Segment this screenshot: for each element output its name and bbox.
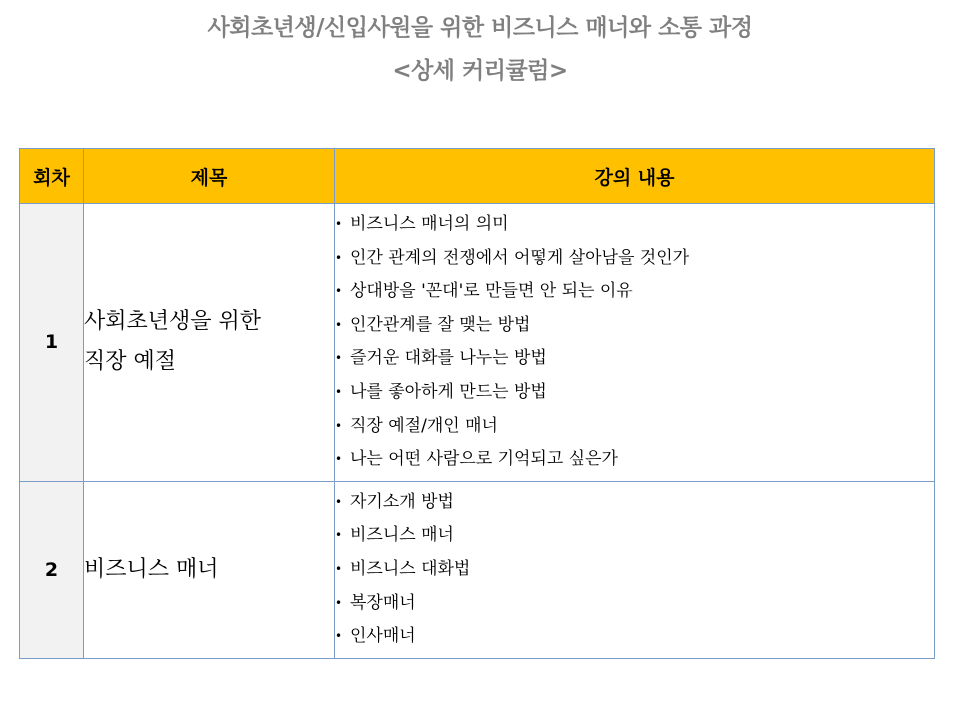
topic-text: 상대방을 '꼰대'로 만들면 안 되는 이유 xyxy=(350,281,633,302)
session-title xyxy=(84,481,335,658)
session-number: 1 xyxy=(20,204,84,482)
topic-text: 인간 관계의 전쟁에서 어떻게 살아남을 것인가 xyxy=(350,247,690,268)
topic-text: 비즈니스 매너 xyxy=(350,525,454,546)
session-content xyxy=(335,481,935,658)
topic-text: 인간관계를 잘 맺는 방법 xyxy=(350,314,531,335)
bullet: • xyxy=(335,629,343,644)
topic-list xyxy=(335,482,934,658)
topic-text: 비즈니스 대화법 xyxy=(350,558,471,579)
table-row xyxy=(20,204,935,482)
topic-text: 나는 어떤 사람으로 기억되고 싶은가 xyxy=(350,449,618,470)
list-item xyxy=(335,242,934,276)
session-number: 2 xyxy=(20,481,84,658)
topic-text: 비즈니스 매너의 의미 xyxy=(350,214,509,234)
column-header-title: 제목 xyxy=(84,149,335,204)
bullet: • xyxy=(335,217,343,231)
bullet: • xyxy=(335,528,343,543)
table-header-row xyxy=(20,149,935,204)
list-item xyxy=(335,208,934,242)
topic-text: 나를 좋아하게 만드는 방법 xyxy=(350,381,547,402)
bullet: • xyxy=(335,452,343,467)
column-header-content: 강의 내용 xyxy=(335,149,935,204)
page-subtitle: <상세 커리큘럼> xyxy=(392,58,568,84)
bullet: • xyxy=(335,351,343,366)
bullet: • xyxy=(335,494,343,509)
session-title xyxy=(84,204,335,482)
list-item xyxy=(335,620,934,654)
list-item xyxy=(335,410,934,444)
topic-text: 즐거운 대화를 나누는 방법 xyxy=(350,348,547,369)
table-row xyxy=(20,481,935,658)
page-title: 사회초년생/신입사원을 위한 비즈니스 매너와 소통 과정 xyxy=(207,15,753,41)
list-item xyxy=(335,342,934,376)
bullet: • xyxy=(335,384,343,399)
bullet: • xyxy=(335,561,343,576)
bullet: • xyxy=(335,250,343,265)
session-title-line: 비즈니스 매너 xyxy=(84,556,219,582)
topic-text: 복장매너 xyxy=(350,592,416,613)
topic-text: 자기소개 방법 xyxy=(350,491,454,512)
list-item xyxy=(335,553,934,587)
bullet: • xyxy=(335,418,343,433)
session-title-line: 사회초년생을 위한 xyxy=(84,309,262,335)
list-item xyxy=(335,587,934,621)
session-content xyxy=(335,204,935,482)
session-title-line: 직장 예절 xyxy=(84,349,177,375)
bullet: • xyxy=(335,284,343,299)
topic-text: 인사매너 xyxy=(350,626,416,647)
topic-text: 직장 예절/개인 매너 xyxy=(350,415,498,436)
list-item xyxy=(335,376,934,410)
list-item xyxy=(335,486,934,520)
list-item xyxy=(335,443,934,477)
column-header-session: 회차 xyxy=(20,149,84,204)
topic-list xyxy=(335,204,934,481)
list-item xyxy=(335,309,934,343)
list-item xyxy=(335,275,934,309)
bullet: • xyxy=(335,595,343,610)
bullet: • xyxy=(335,317,343,332)
list-item xyxy=(335,519,934,553)
curriculum-table xyxy=(19,148,935,659)
